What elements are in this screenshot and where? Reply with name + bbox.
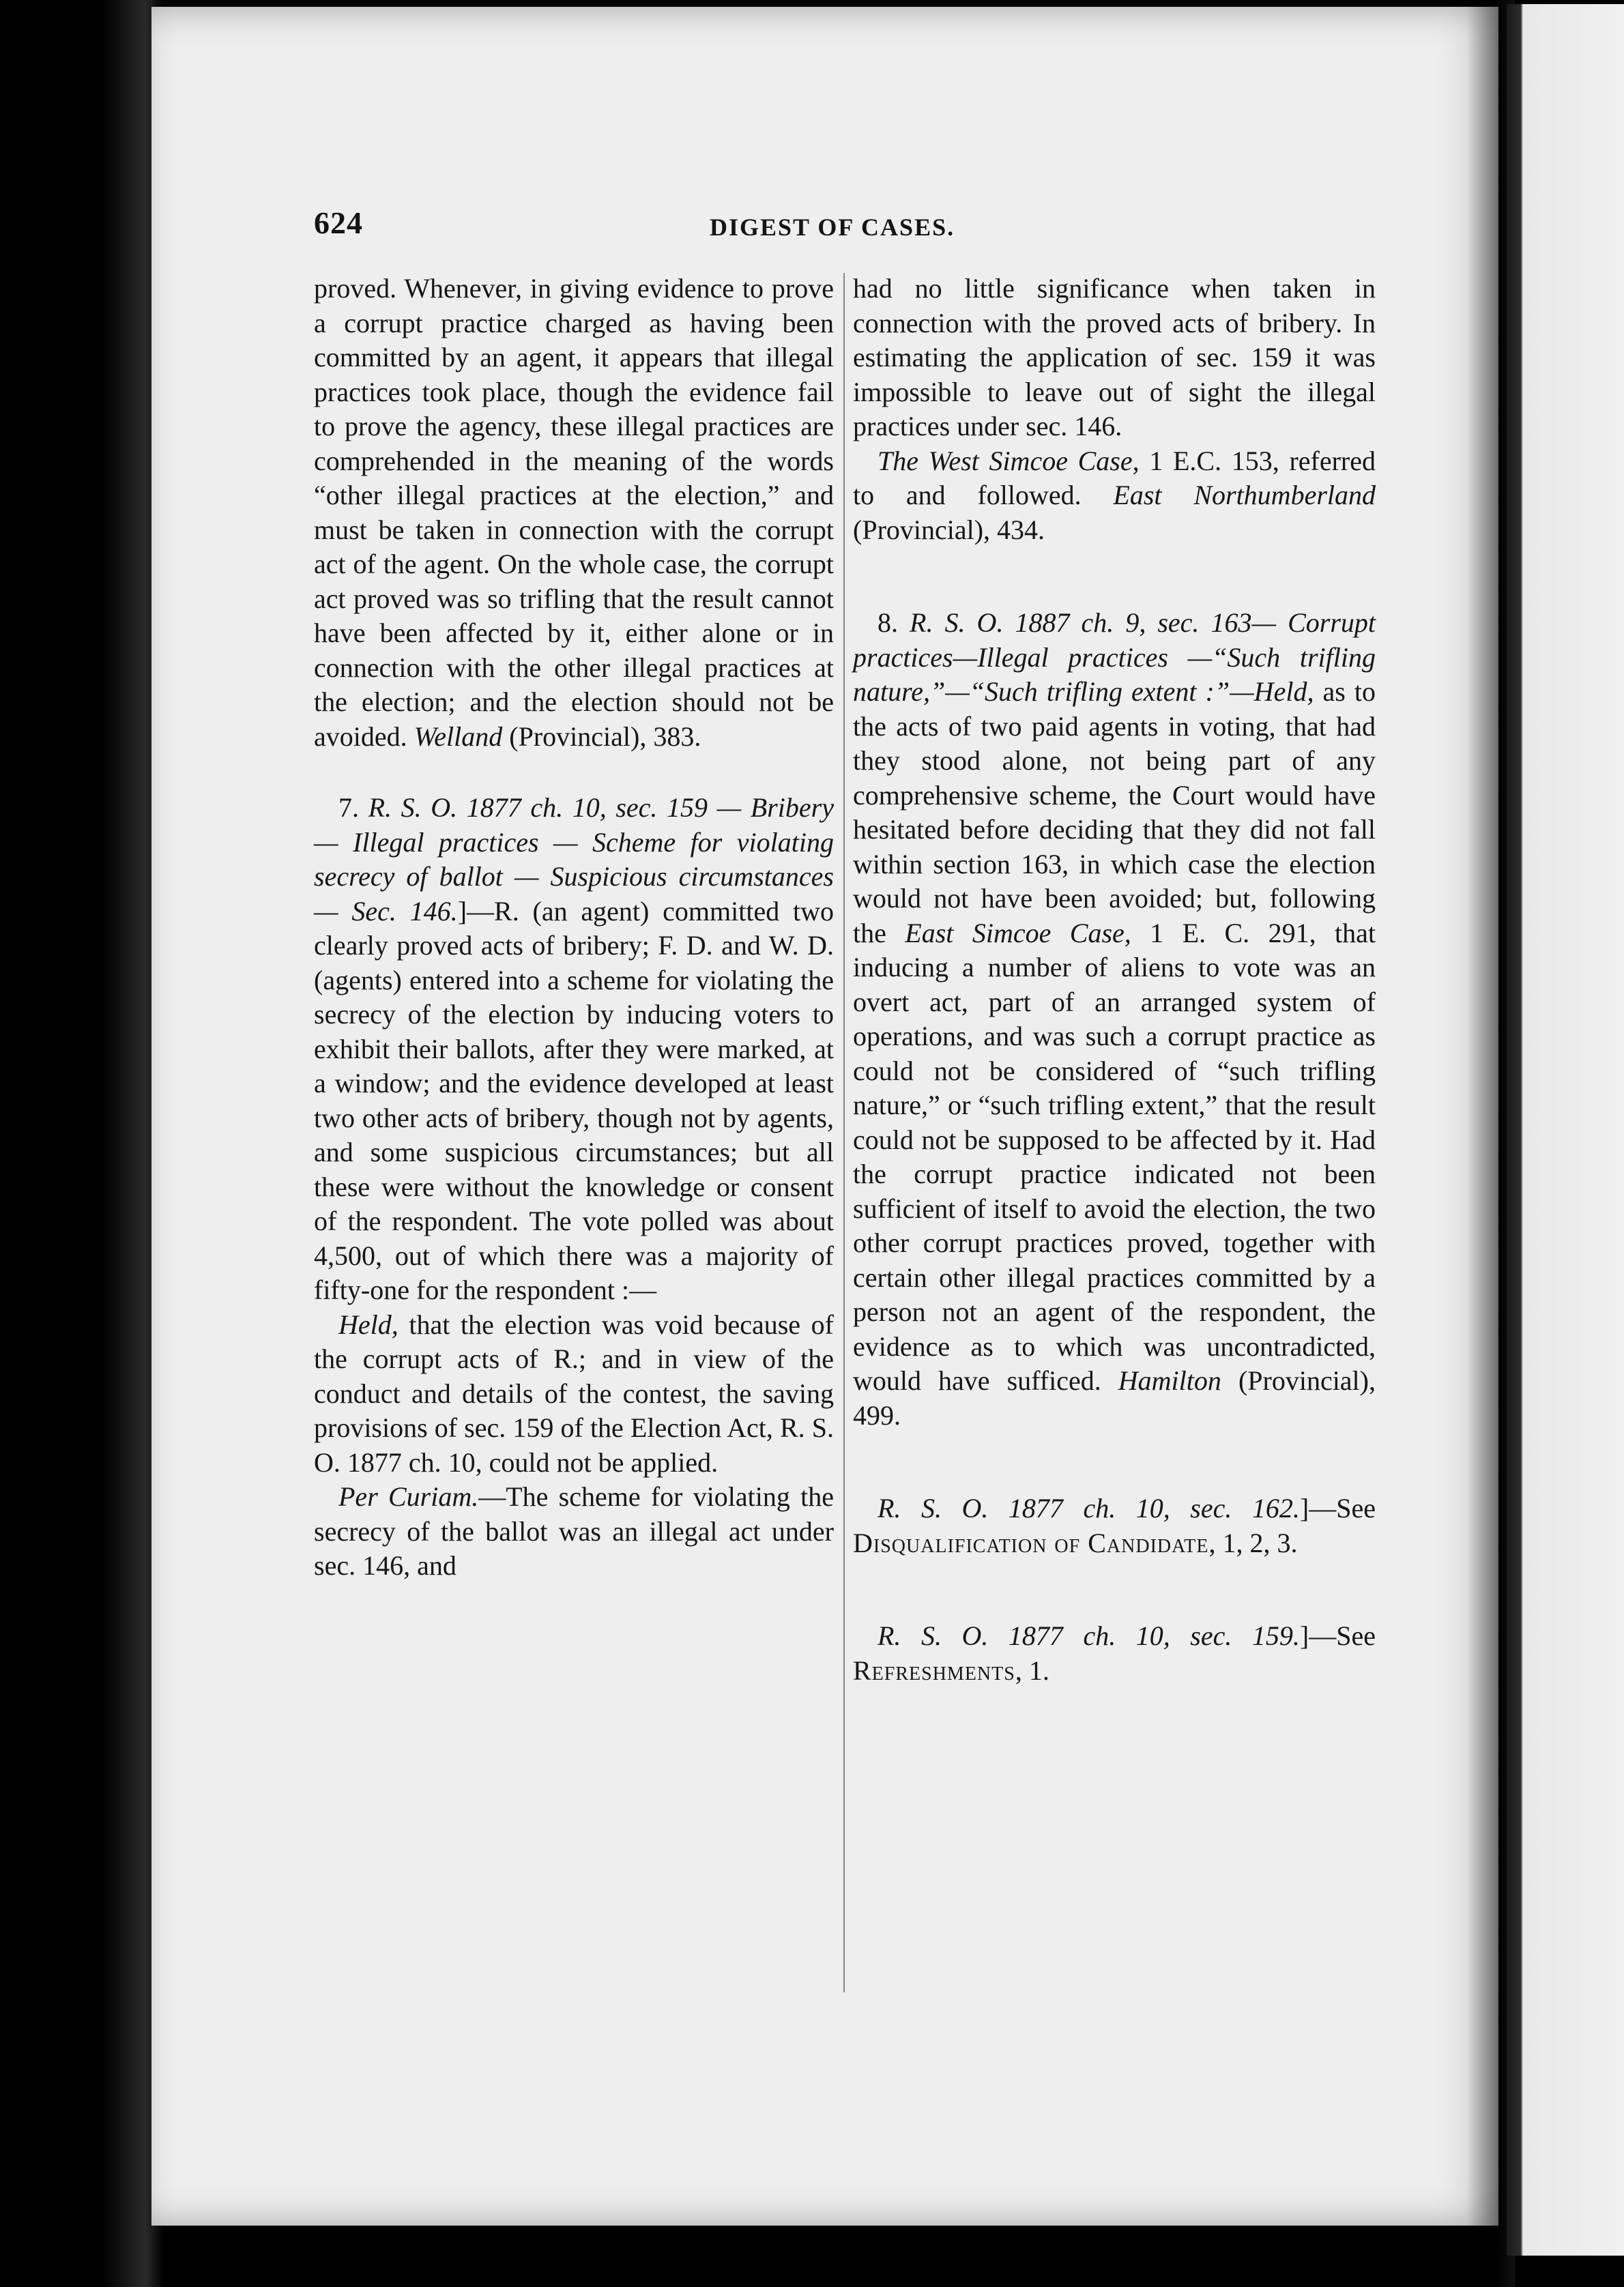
left-p2-text: ]—R. (an agent) committed two clearly proved acts of bribery; F. D. and W. D. (agents) entered into a scheme for violating the secrecy of the election by inducing voters to exhibit their ballots, after they were marked, at a window; and the evidence developed at least two other acts of bribery, though not by agents, and some suspicious circumstances; but all these were without the knowledge or consent of the respondent. The vote polled was about 4,500, out of which there was a majority of fifty-one for the respondent :—: [314, 895, 834, 1305]
column-rule: [843, 273, 845, 1992]
right-p3-number: 8.: [878, 607, 910, 638]
right-column: [853, 272, 1376, 1688]
right-p2-text-1: 1 E.C. 153, referred to and followed.: [853, 445, 1376, 510]
right-p3-text-1: as to the acts of two paid agents in voting, that had they stood alone, not being part of any comprehensive scheme, the Court would have hesitated before deciding that they did not fall within section 163, in which case the election would not have been avoided; but, following the: [853, 676, 1376, 948]
left-paragraph-4: [314, 1480, 834, 1584]
left-p3-text: that the election was void because of the corrupt acts of R.; and in view of the conduct and details of the contest, the saving provisions of sec. 159 of the Election Act, R. S. O. 1877 ch. 10, could not be applied.: [314, 1309, 834, 1478]
page-number: 624: [314, 205, 363, 240]
spacer: [853, 1560, 1376, 1619]
right-p3-heading: R. S. O. 1887 ch. 9, sec. 163— Corrupt practices—Illegal practices —“Such trifling nature,”—“Such trifling extent :”—Held,: [853, 607, 1376, 707]
left-paragraph-2: [314, 791, 834, 1308]
right-p3-case-1: East Simcoe Case,: [905, 917, 1131, 948]
left-paragraph-3: [314, 1308, 834, 1481]
running-head: [314, 205, 1378, 246]
right-p5-see: ]—See: [1299, 1620, 1376, 1651]
left-p2-heading: R. S. O. 1877 ch. 10, sec. 159 — Bribery — Illegal practices — Scheme for violating secrecy of ballot — Suspicious circumstances — Sec. 146.: [314, 792, 834, 927]
right-paragraph-4: [853, 1491, 1376, 1560]
right-p5-ref: R. S. O. 1877 ch. 10, sec. 159.: [878, 1620, 1300, 1651]
spacer: [853, 1433, 1376, 1491]
left-column: [314, 272, 834, 1584]
right-p3-text-3: (Provincial), 499.: [853, 1365, 1376, 1431]
right-p2-case-2: East Northumberland: [1113, 480, 1376, 510]
right-p3-text-2: 1 E. C. 291, that inducing a number of aliens to vote was an overt act, part of an arranged system of operations, and was such a corrupt practice as could not be considered of “such trifling nature,” or “such trifling extent,” that the result could not be supposed to be affected by it. Had the corrupt practice indicated not been sufficient of itself to avoid the election, the two other corrupt practices proved, together with certain other illegal practices committed by a person not an agent of the respondent, the evidence as to which was uncontradicted, would have sufficed.: [853, 917, 1376, 1396]
right-paragraph-1: [853, 272, 1376, 444]
right-p4-see: ]—See: [1299, 1493, 1376, 1524]
next-page-edge: [1507, 4, 1624, 2256]
left-p3-lead: Held,: [338, 1309, 398, 1340]
right-paragraph-5: [853, 1619, 1376, 1688]
left-p2-number: 7.: [338, 792, 368, 823]
right-p1-text: had no little significance when taken in connection with the proved acts of bribery. In estimating the application of sec. 159 it was impossible to leave out of sight the illegal practices under sec. 146.: [853, 273, 1376, 441]
right-p2-case-1: The West Simcoe Case,: [878, 445, 1140, 476]
right-p4-nums: , 1, 2, 3.: [1208, 1527, 1298, 1558]
right-paragraph-3: [853, 606, 1376, 1433]
right-p4-target: Disqualification of Candidate: [853, 1527, 1209, 1558]
right-p3-case-2: Hamilton: [1118, 1365, 1221, 1396]
left-p4-lead: Per Curiam.: [338, 1481, 479, 1512]
running-title: DIGEST OF CASES.: [710, 214, 955, 241]
left-p1-cite: (Provincial), 383.: [502, 720, 701, 752]
right-p5-target: Refreshments: [853, 1655, 1015, 1686]
left-p4-text: —The scheme for violating the secrecy of the ballot was an illegal act under sec. 146, and: [314, 1481, 835, 1581]
right-paragraph-2: [853, 444, 1376, 548]
right-p2-text-2: (Provincial), 434.: [853, 514, 1045, 545]
spacer: [314, 754, 834, 791]
right-p4-ref: R. S. O. 1877 ch. 10, sec. 162.: [878, 1493, 1300, 1524]
spacer: [853, 547, 1376, 606]
left-paragraph-1: [314, 272, 834, 754]
left-p1-text: proved. Whenever, in giving evidence to prove a corrupt practice charged as having been committed by an agent, it appears that illegal practices took place, though the evidence fail to prove the agency, these illegal practices are comprehended in the meaning of the words “other illegal practices at the election,” and must be taken in connection with the corrupt act of the agent. On the whole case, the corrupt act proved was so trifling that the result cannot have been affected by it, either alone or in connection with the other illegal practices at the election; and the election should not be avoided.: [314, 273, 834, 752]
right-p5-nums: , 1.: [1015, 1655, 1049, 1686]
left-p1-case: Welland: [414, 720, 503, 752]
